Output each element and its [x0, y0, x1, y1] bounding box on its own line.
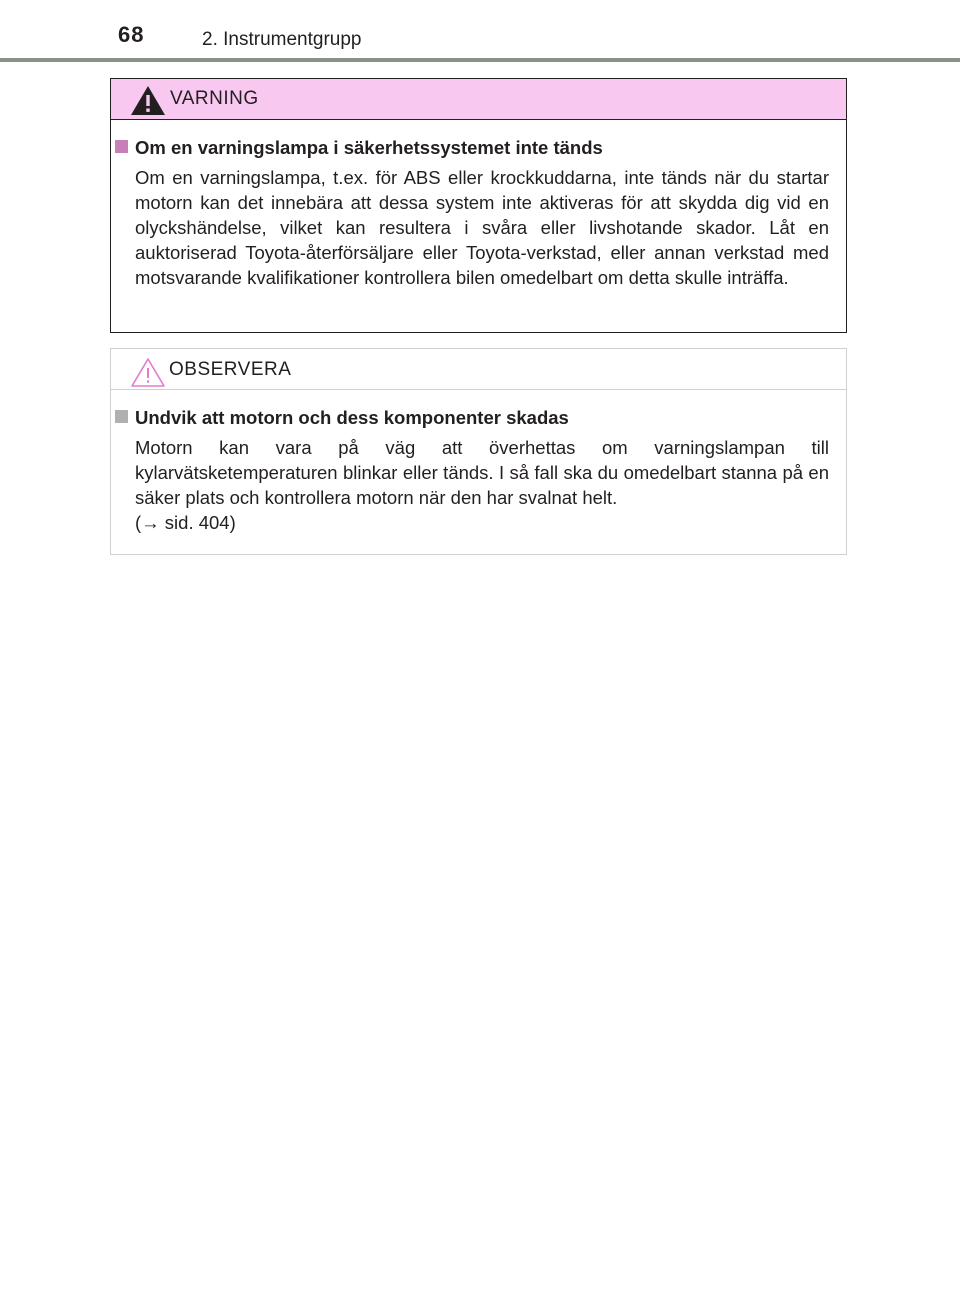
notice-body [111, 407, 846, 535]
page-header [0, 0, 960, 64]
warning-label: VARNING [170, 88, 259, 109]
header-divider [0, 58, 960, 62]
notice-box [110, 348, 847, 555]
notice-paragraph: Motorn kan vara på väg att överhettas om varningslampan till kylarvätsketemperaturen blinkar eller tänds. I så fall ska du omedelbart stanna på en säker plats och kontrollera motorn när den har svalnat helt. [135, 437, 829, 508]
caution-triangle-icon [130, 357, 166, 388]
warning-body [111, 137, 846, 290]
square-bullet-icon [115, 140, 128, 153]
section-title: 2. Instrumentgrupp [202, 29, 362, 50]
warning-subhead-text: Om en varningslampa i säkerhetssystemet inte tänds [135, 137, 603, 158]
warning-paragraph: Om en varningslampa, t.ex. för ABS eller krockkuddarna, inte tänds när du startar motorn kan det innebära att dessa system inte aktiveras för att skydda dig vid en olyckshändelse, vilket kan resultera i svåra eller livshotande skador. Låt en auktoriserad Toyota-återförsäljare eller Toyota-verkstad, eller annan verkstad med motsvarande kvalifikationer kontrollera bilen omedelbart om detta skulle inträffa. [135, 167, 829, 288]
warning-header [111, 79, 846, 120]
notice-subhead [111, 407, 846, 429]
warning-subhead [111, 137, 846, 159]
notice-label: OBSERVERA [169, 359, 292, 380]
notice-subhead-text: Undvik att motorn och dess komponenter skadas [135, 407, 569, 428]
warning-triangle-icon [130, 85, 166, 116]
notice-header [111, 349, 846, 390]
page-number: 68 [118, 22, 145, 47]
page-reference: (→ sid. 404) [135, 512, 236, 533]
warning-box [110, 78, 847, 333]
square-bullet-icon [115, 410, 128, 423]
